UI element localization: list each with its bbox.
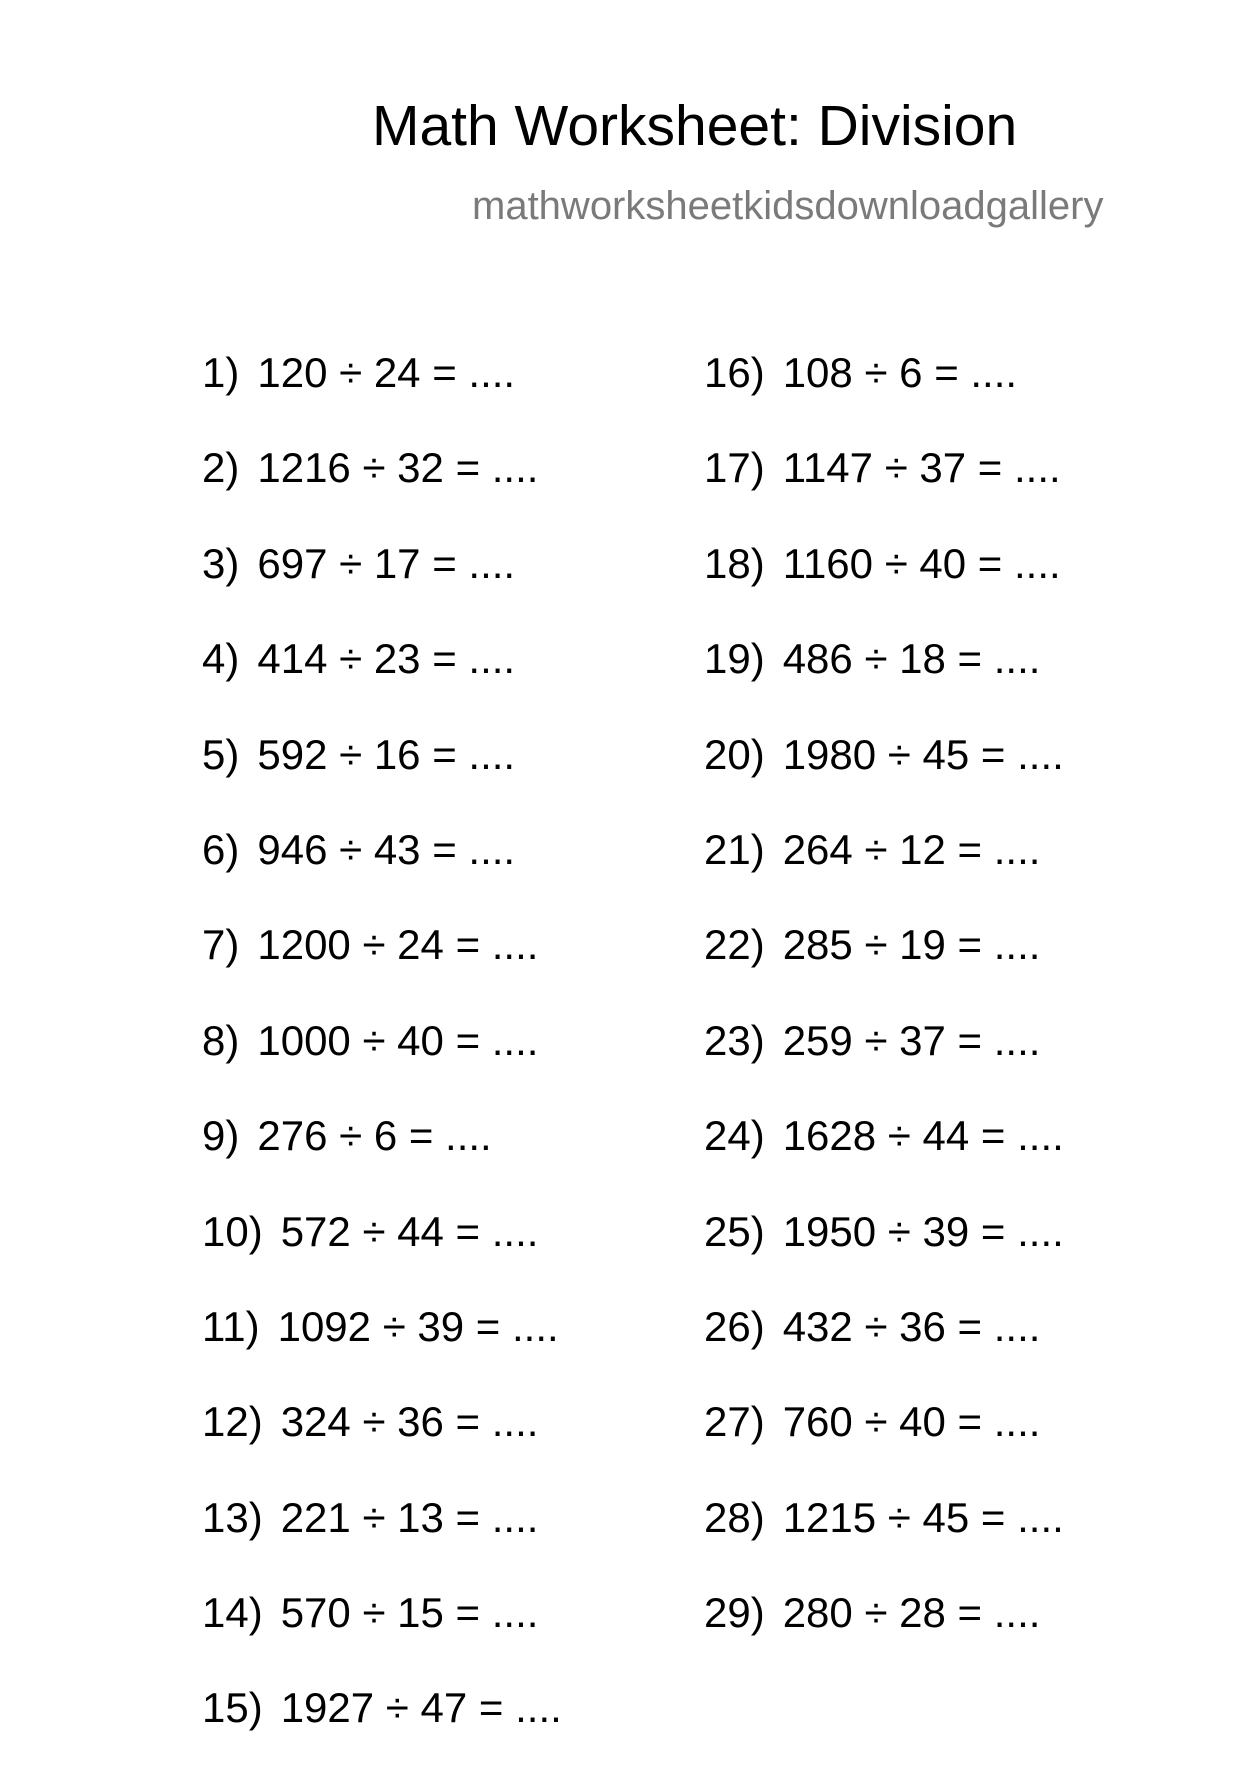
problem-expression: 120 ÷ 24 = .... — [257, 349, 516, 396]
problem-number: 7) — [202, 921, 240, 969]
problem-number: 24) — [704, 1112, 765, 1160]
problem-expression: 1000 ÷ 40 = .... — [257, 1016, 539, 1064]
problem-expression: 570 ÷ 15 = .... — [280, 1589, 539, 1637]
problem-expression: 697 ÷ 17 = .... — [257, 539, 516, 587]
problem-expression: 1628 ÷ 44 = .... — [782, 1112, 1064, 1160]
problem-expression: 108 ÷ 6 = .... — [782, 349, 1018, 396]
problem-number: 2) — [202, 444, 240, 492]
problem-expression: 276 ÷ 6 = .... — [257, 1112, 492, 1160]
problem-item — [704, 444, 1064, 539]
problem-item — [202, 1112, 562, 1207]
problem-item — [202, 1684, 562, 1779]
problem-number: 19) — [704, 635, 765, 683]
problem-number: 3) — [202, 539, 240, 587]
problem-expression: 760 ÷ 40 = .... — [782, 1398, 1041, 1446]
problem-item — [704, 1589, 1064, 1684]
problem-expression: 259 ÷ 37 = .... — [782, 1016, 1041, 1064]
problem-item — [704, 731, 1064, 826]
problem-expression: 1980 ÷ 45 = .... — [782, 730, 1064, 778]
problem-item — [202, 349, 562, 444]
problem-expression: 1950 ÷ 39 = .... — [782, 1207, 1064, 1255]
problem-item — [704, 349, 1064, 444]
problem-expression: 946 ÷ 43 = .... — [257, 825, 516, 873]
problem-number: 10) — [202, 1207, 263, 1255]
problem-expression: 1216 ÷ 32 = .... — [257, 444, 539, 492]
problem-expression: 1927 ÷ 47 = .... — [280, 1684, 562, 1732]
problem-number: 12) — [202, 1398, 263, 1446]
problem-expression: 1092 ÷ 39 = .... — [277, 1302, 559, 1350]
problem-list-left — [202, 349, 562, 1780]
problem-item — [704, 1303, 1064, 1398]
problem-item — [704, 826, 1064, 921]
problem-number: 21) — [704, 825, 765, 873]
problem-number: 15) — [202, 1684, 263, 1732]
problem-number: 5) — [202, 730, 240, 778]
problem-item — [704, 635, 1064, 730]
problem-item — [202, 731, 562, 826]
problem-number: 28) — [704, 1493, 765, 1541]
problem-number: 11) — [202, 1302, 260, 1350]
problem-expression: 264 ÷ 12 = .... — [782, 825, 1041, 873]
problem-expression: 1215 ÷ 45 = .... — [782, 1493, 1064, 1541]
problem-number: 26) — [704, 1302, 765, 1350]
problem-number: 14) — [202, 1589, 263, 1637]
problem-number: 17) — [704, 444, 765, 492]
problem-item — [202, 1398, 562, 1493]
problem-item — [704, 1017, 1064, 1112]
problem-expression: 592 ÷ 16 = .... — [257, 730, 516, 778]
problem-item — [704, 1398, 1064, 1493]
problem-expression: 280 ÷ 28 = .... — [782, 1589, 1041, 1637]
problem-item — [202, 826, 562, 921]
problem-item — [704, 921, 1064, 1016]
problem-number: 18) — [704, 539, 765, 587]
problem-item — [704, 1208, 1064, 1303]
problem-number: 27) — [704, 1398, 765, 1446]
problem-number: 16) — [704, 349, 765, 396]
problem-expression: 324 ÷ 36 = .... — [280, 1398, 539, 1446]
problem-item — [202, 921, 562, 1016]
problem-item — [202, 1303, 562, 1398]
problem-item — [704, 540, 1064, 635]
problem-expression: 285 ÷ 19 = .... — [782, 921, 1041, 969]
problem-expression: 1200 ÷ 24 = .... — [257, 921, 539, 969]
problem-item — [202, 1589, 562, 1684]
problem-item — [202, 635, 562, 730]
problem-number: 1) — [202, 349, 240, 396]
problem-expression: 572 ÷ 44 = .... — [280, 1207, 539, 1255]
problem-list-right — [704, 349, 1064, 1684]
problem-number: 4) — [202, 635, 240, 683]
problem-number: 20) — [704, 730, 765, 778]
problem-number: 8) — [202, 1016, 240, 1064]
problem-item — [202, 1494, 562, 1589]
problem-expression: 486 ÷ 18 = .... — [782, 635, 1041, 683]
page-title: Math Worksheet: Division — [372, 94, 1018, 158]
problem-number: 25) — [704, 1207, 765, 1255]
problem-item — [202, 1017, 562, 1112]
problem-item — [202, 444, 562, 539]
problem-number: 13) — [202, 1493, 263, 1541]
problem-item — [202, 540, 562, 635]
problem-item — [202, 1208, 562, 1303]
problem-expression: 1160 ÷ 40 = .... — [782, 539, 1061, 587]
problem-number: 23) — [704, 1016, 765, 1064]
problem-number: 29) — [704, 1589, 765, 1637]
problem-expression: 414 ÷ 23 = .... — [257, 635, 516, 683]
problem-expression: 221 ÷ 13 = .... — [280, 1493, 539, 1541]
problem-number: 9) — [202, 1112, 240, 1160]
problem-number: 22) — [704, 921, 765, 969]
problem-expression: 432 ÷ 36 = .... — [782, 1302, 1041, 1350]
problem-item — [704, 1494, 1064, 1589]
problem-item — [704, 1112, 1064, 1207]
problem-expression: 1147 ÷ 37 = .... — [782, 444, 1061, 492]
page-subtitle: mathworksheetkidsdownloadgallery — [472, 184, 1104, 228]
problem-number: 6) — [202, 825, 240, 873]
